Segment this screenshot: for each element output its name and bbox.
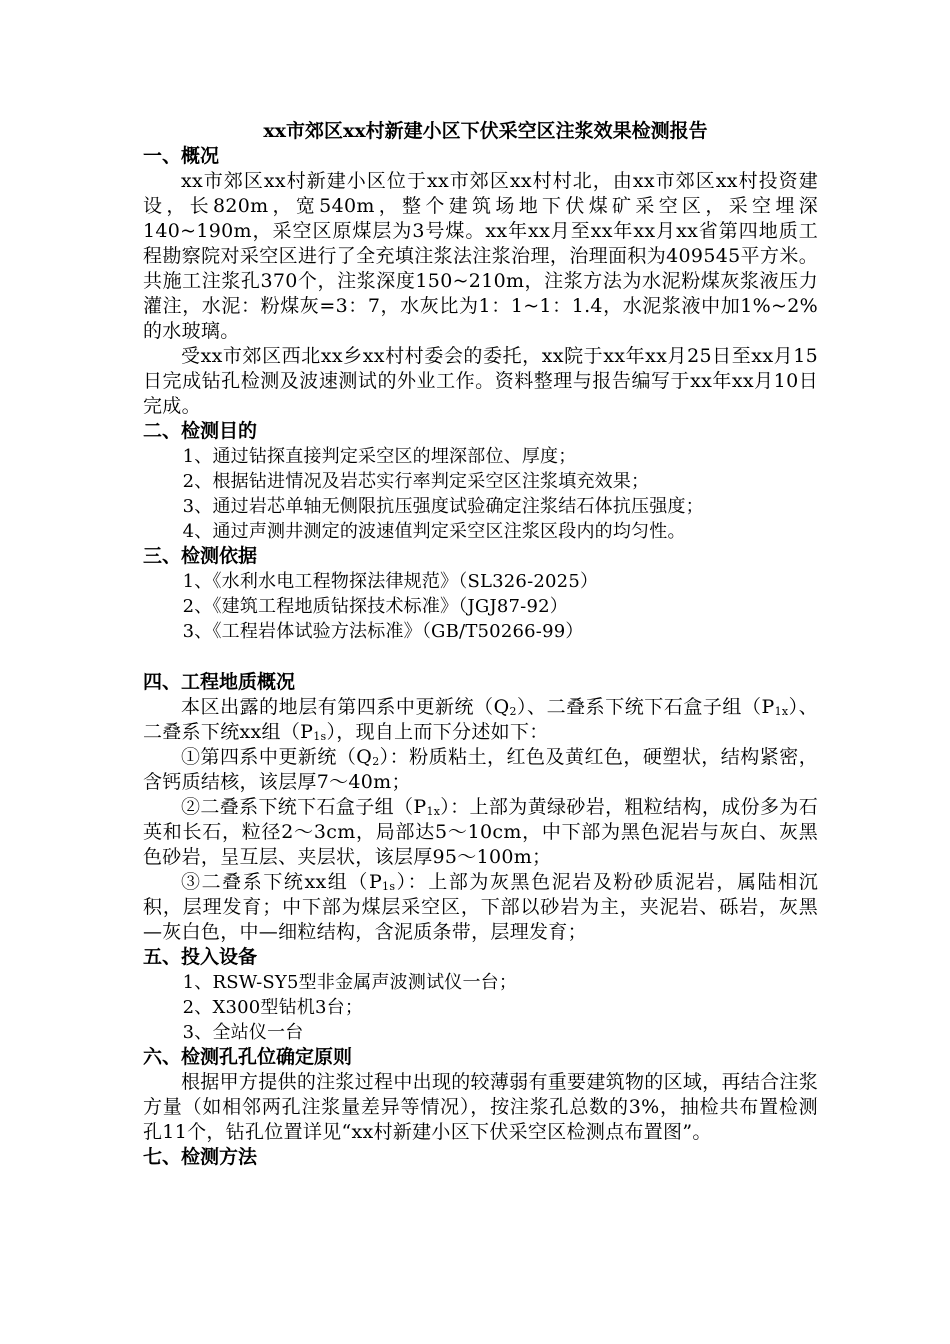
section-heading: 五、投入设备 xyxy=(143,946,258,968)
section-heading: 二、检测目的 xyxy=(143,420,258,442)
section-heading: 一、概况 xyxy=(143,145,220,167)
paragraph xyxy=(143,745,818,795)
list-item: 2、根据钻进情况及岩芯实行率判定采空区注浆填充效果； xyxy=(182,471,650,492)
subscript: 2 xyxy=(509,705,517,718)
list-item: 2、《建筑工程地质钻探技术标准》（JGJ87-92） xyxy=(182,596,568,617)
report-title: xx市郊区xx村新建小区下伏采空区注浆效果检测报告 xyxy=(263,120,708,142)
list-item: 3、《工程岩体试验方法标准》（GB/T50266-99） xyxy=(182,621,584,642)
subscript: 1x xyxy=(774,705,789,718)
paragraph: xx市郊区xx村新建小区位于xx市郊区xx村村北，由xx市郊区xx村投资建设，长820m，宽540m，整个建筑场地下伏煤矿采空区，采空埋深140~190m，采空区原煤层为3号煤。xx年xx月至xx年xx月xx省第四地质工程勘察院对采空区进行了全充填注浆法注浆治理，治理面积为409545平方米。共施工注浆孔370个，注浆深度150~210m，注浆方法为水泥粉煤灰浆液压力灌注，水泥：粉煤灰=3：7，水灰比为1：1~1：1.4，水泥浆液中加1%~2%的水玻璃。 xyxy=(143,170,818,342)
section-purpose xyxy=(143,419,818,544)
list-item: 2、X300型钻机3台； xyxy=(182,997,364,1018)
section-heading: 六、检测孔孔位确定原则 xyxy=(143,1046,353,1068)
list-item: 1、RSW-SY5型非金属声波测试仪一台； xyxy=(182,972,518,993)
list-item: 3、通过岩芯单轴无侧限抗压强度试验确定注浆结石体抗压强度； xyxy=(182,496,704,517)
section-heading: 七、检测方法 xyxy=(143,1146,258,1168)
text-run: ③二叠系下统xx组（P xyxy=(181,871,383,893)
section-overview xyxy=(143,144,818,419)
text-run: ）：粉质粘土，红色及黄红色，硬塑状，结构紧密，含钙质结核，该层厚7～40m； xyxy=(143,746,819,793)
text-run: ）：上部为黄绿砂岩，粗粒结构，成份多为石英和长石，粒径2～3cm，局部达5～10cm，中下部为黑色泥岩与灰白、灰黑色砂岩，呈互层、夹层状，该层厚95～100m； xyxy=(143,796,818,868)
subscript: 1s xyxy=(313,730,327,743)
section-methods xyxy=(143,1145,818,1170)
section-heading: 四、工程地质概况 xyxy=(143,671,296,693)
text-run: ）：上部为灰黑色泥岩及粉砂质泥岩，属陆相沉积，层理发育；中下部为煤层采空区，下部以砂岩为主，夹泥岩、砾岩，灰黑—灰白色，中—细粒结构，含泥质条带，层理发育； xyxy=(143,871,818,943)
list-item: 4、通过声测井测定的波速值判定采空区注浆区段内的均匀性。 xyxy=(182,521,686,542)
list-item: 1、通过钻探直接判定采空区的埋深部位、厚度； xyxy=(182,446,577,467)
section-equipment xyxy=(143,945,818,1045)
section-geology xyxy=(143,670,818,945)
text-run: ），现自上而下分述如下： xyxy=(326,721,549,743)
text-run: ②二叠系下统下石盒子组（P xyxy=(181,796,427,818)
paragraph: 受xx市郊区西北xx乡xx村村委会的委托，xx院于xx年xx月25日至xx月15日完成钻孔检测及波速测试的外业工作。资料整理与报告编写于xx年xx月10日完成。 xyxy=(143,345,818,417)
subscript: 2 xyxy=(372,755,380,768)
subscript: 1s xyxy=(382,880,396,893)
text-run: ）、二叠系下统下石盒子组（P xyxy=(516,696,775,718)
paragraph xyxy=(143,695,818,745)
subscript: 1x xyxy=(426,805,441,818)
list-item: 1、《水利水电工程物探法律规范》（SL326-2025） xyxy=(182,571,599,592)
paragraph xyxy=(143,795,818,870)
list-item: 3、全站仪一台 xyxy=(182,1022,304,1043)
text-run: 本区出露的地层有第四系中更新统（Q xyxy=(181,696,510,718)
section-basis xyxy=(143,544,818,644)
text-run: ）、二叠系下统xx组（P xyxy=(143,696,818,743)
paragraph xyxy=(143,870,818,945)
spacer xyxy=(143,644,818,670)
section-heading: 三、检测依据 xyxy=(143,545,258,567)
paragraph: 根据甲方提供的注浆过程中出现的较薄弱有重要建筑物的区域，再结合注浆方量（如相邻两孔注浆量差异等情况），按注浆孔总数的3%，抽检共布置检测孔11个，钻孔位置详见“xx村新建小区下伏采空区检测点布置图”。 xyxy=(143,1071,818,1143)
section-hole-principles xyxy=(143,1045,818,1145)
text-run: ①第四系中更新统（Q xyxy=(181,746,373,768)
